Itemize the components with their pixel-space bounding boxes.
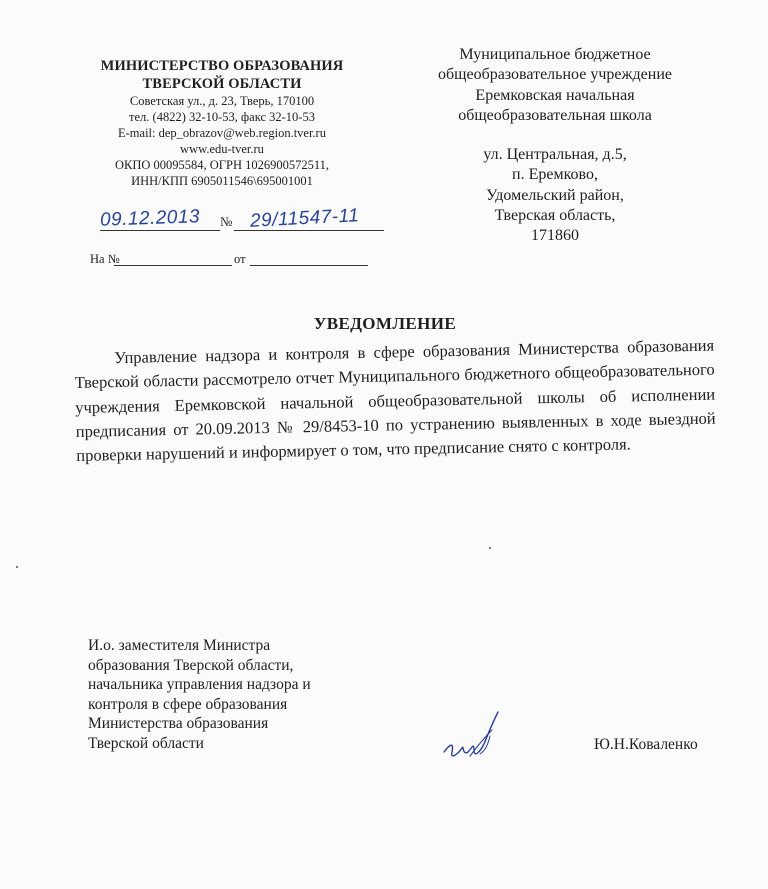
registration-number-sign: № <box>220 214 233 229</box>
signer-name: Ю.Н.Коваленко <box>594 736 698 753</box>
signer-line: контроля в сфере образования <box>88 695 288 713</box>
addressee-address-line: 171860 <box>531 227 579 245</box>
issuer-inn: ИНН/КПП 6905011546\695001001 <box>131 174 313 188</box>
signer-position <box>88 636 388 753</box>
paper-speck <box>16 566 18 568</box>
signer-line: Тверской области <box>88 734 204 752</box>
addressee-spacer <box>405 126 705 145</box>
addressee-address-line: ул. Центральная, д.5, <box>483 146 627 164</box>
signer-line: И.о. заместителя Министра <box>88 637 271 654</box>
handwritten-signature <box>440 708 510 768</box>
addressee-line: общеобразовательное учреждение <box>438 66 672 84</box>
issuer-okpo: ОКПО 00095584, ОГРН 1026900572511, <box>114 158 330 172</box>
issuer-address: Советская ул., д. 23, Тверь, 170100 <box>129 94 315 108</box>
addressee-line: Муниципальное бюджетное <box>459 46 651 63</box>
signer-line: Министерства образования <box>88 715 269 732</box>
issuer-website: www.edu-tver.ru <box>180 142 264 156</box>
reply-from-blank <box>250 265 368 266</box>
addressee-address-line: п. Еремково, <box>512 166 598 184</box>
paper-speck <box>489 547 491 549</box>
body-paragraph: Управление надзора и контроля в сфере образования Министерства образования Тверской области рассмотрело отчет Муниципального бюджетного общеобразовательного учреждения Еремковской начальной общеобразовательной школы об исполнении предписания от 20.09.2013 № 29/8453-10 по устранению выявленных в ходе выездной проверки нарушений и информирует о том, что предписание снято с контроля. <box>74 335 716 466</box>
number-underline <box>234 230 384 231</box>
issuer-header <box>62 57 382 189</box>
issuer-email: E-mail: dep_obrazov@web.region.tver.ru <box>118 126 326 140</box>
addressee-line: общеобразовательная школа <box>458 106 652 124</box>
addressee-address-line: Удомельский район, <box>486 186 624 204</box>
addressee-line: Еремковская начальная <box>475 86 635 104</box>
issuer-org-line1: МИНИСТЕРСТВО ОБРАЗОВАНИЯ <box>100 58 344 74</box>
registration-stamp <box>96 205 396 234</box>
registration-number: 29/11547-11 <box>249 205 360 232</box>
reply-from-label: от <box>234 252 246 266</box>
addressee-block <box>405 45 705 247</box>
date-underline <box>100 230 220 231</box>
reply-no-blank <box>114 265 232 266</box>
registration-date: 09.12.2013 <box>99 206 201 231</box>
addressee-address-line: Тверская область, <box>494 207 616 225</box>
issuer-org-line2: ТВЕРСКОЙ ОБЛАСТИ <box>142 76 302 92</box>
signer-line: начальника управления надзора и <box>88 676 311 693</box>
signer-line: образования Тверской области, <box>88 656 294 674</box>
issuer-phone: тел. (4822) 32-10-53, факс 32-10-53 <box>129 110 315 124</box>
reply-no-label: На № <box>90 252 120 266</box>
reply-reference <box>90 252 380 270</box>
document-title: УВЕДОМЛЕНИЕ <box>313 314 457 333</box>
